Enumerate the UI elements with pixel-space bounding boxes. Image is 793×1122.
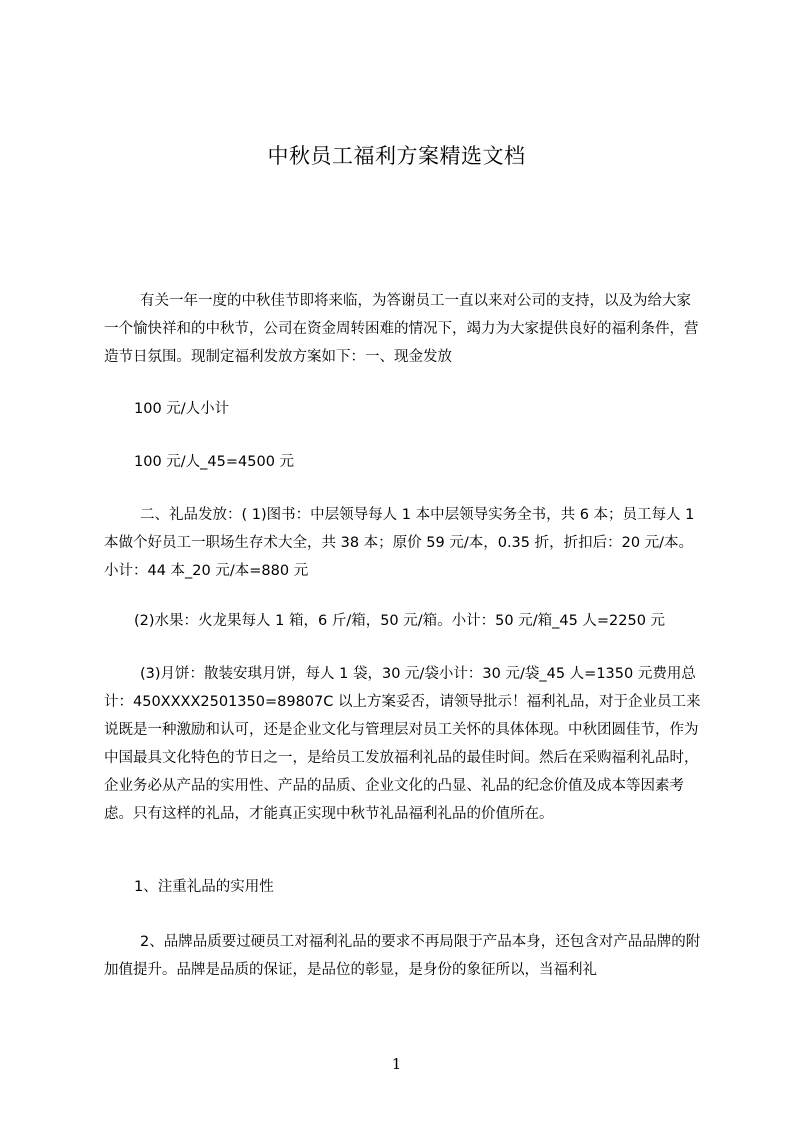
paragraph-cash-subtotal — [104, 395, 702, 423]
paragraph-gift-mooncake — [104, 660, 702, 828]
paragraph-text: 2、品牌品质要过硬员工对福利礼品的要求不再局限于产品本身，还包含对产品品牌的附加值提升。品牌是品质的保证，是品位的彰显，是身份的象征所以，当福利礼 — [104, 934, 701, 978]
paragraph-text: 100 元/人小计 — [134, 401, 230, 417]
paragraph-text: (2)水果：火龙果每人 1 箱，6 斤/箱，50 元/箱。小计：50 元/箱_45 人=2250 元 — [134, 613, 666, 629]
paragraph-text: 有关一年一度的中秋佳节即将来临，为答谢员工一直以来对公司的支持，以及为给大家一个愉快祥和的中秋节，公司在资金周转困难的情况下，竭力为大家提供良好的福利条件，营造节日氛围。现制定福利发放方案如下：一、现金发放 — [104, 293, 699, 365]
page-number: 1 — [391, 1055, 402, 1073]
paragraph-practicality — [104, 873, 702, 901]
paragraph-gift-books — [104, 501, 702, 585]
document-title: 中秋员工福利方案精选文档 — [267, 144, 526, 168]
paragraph-brand-quality — [104, 928, 702, 984]
paragraph-text: 1、注重礼品的实用性 — [134, 879, 274, 895]
paragraph-text: (3)月饼：散装安琪月饼，每人 1 袋，30 元/袋小计：30 元/袋_45 人=1350 元费用总计：450XXXX2501350=89807C 以上方案妥否，请领导批示！福利礼品，对于企业员工来说既是一种激励和认可，还是企业文化与管理层对员工关怀的具体体现。中秋团圆佳节，作为中国最具文化特色的节日之一，是给员工发放福利礼品的最佳时间。然后在采购福利礼品时，企业务必从产品的实用性、产品的品质、企业文化的凸显、礼品的纪念价值及成本等因素考虑。只有这样的礼品，才能真正实现中秋节礼品福利礼品的价值所在。 — [104, 666, 701, 822]
paragraph-intro — [104, 287, 702, 371]
paragraph-cash-total — [104, 448, 702, 476]
paragraph-text: 100 元/人_45=4500 元 — [134, 454, 295, 470]
paragraph-text: 二、礼品发放：( 1)图书：中层领导每人 1 本中层领导实务全书，共 6 本；员工每人 1 本做个好员工一职场生存术大全，共 38 本；原价 59 元/本，0.35 折，折扣后：20 元/本。小计：44 本_20 元/本=880 元 — [104, 507, 695, 579]
paragraph-gift-fruit — [104, 607, 702, 635]
